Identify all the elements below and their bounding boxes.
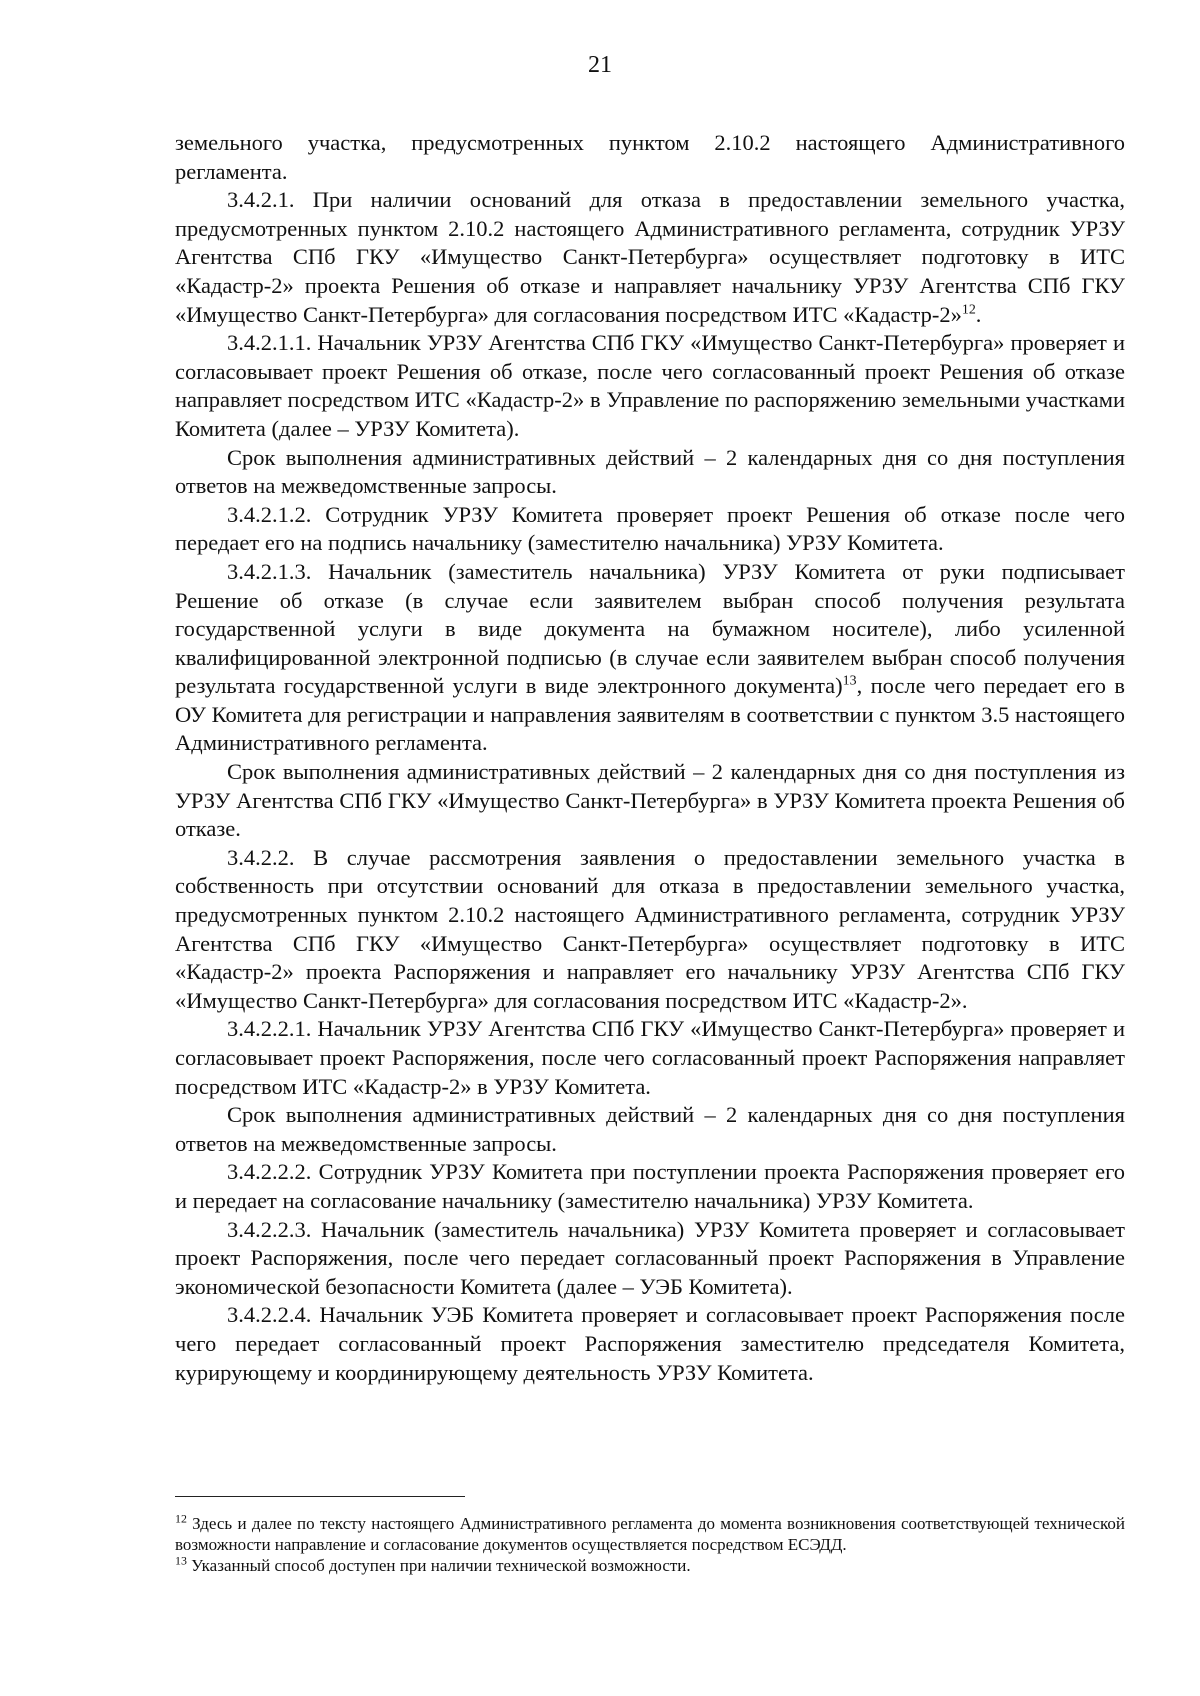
footnote-ref[interactable]: 13	[842, 673, 857, 689]
paragraph: 3.4.2.2.3. Начальник (заместитель начальника) УРЗУ Комитета проверяет и согласовывает проект Распоряжения, после чего передает согласованный проект Распоряжения в Управление экономической безопасности Комитета (далее – УЭБ Комитета).	[175, 1216, 1125, 1299]
paragraph: 3.4.2.1.2. Сотрудник УРЗУ Комитета проверяет проект Решения об отказе после чего передает его на подпись начальнику (заместителю начальника) УРЗУ Комитета.	[175, 501, 1125, 556]
paragraph: 3.4.2.2.4. Начальник УЭБ Комитета проверяет и согласовывает проект Распоряжения после чего передает согласованный проект Распоряжения заместителю председателя Комитета, курирующему и координирующему деятельность УРЗУ Комитета.	[175, 1302, 1125, 1385]
footnote-mark: 13	[175, 1553, 187, 1568]
footnote-divider	[175, 1496, 465, 1497]
paragraph: 3.4.2.1. При наличии оснований для отказа в предоставлении земельного участка, предусмотренных пунктом 2.10.2 настоящего Административного регламента, сотрудник УРЗУ Агентства СПб ГКУ «Имущество Санкт-Петербурга» осуществляет подготовку в ИТС «Кадастр-2» проекта Решения об отказе и направляет начальнику УРЗУ Агентства СПб ГКУ «Имущество Санкт-Петербурга» для согласования посредством ИТС «Кадастр-2»$^{12}$.	[175, 187, 1125, 327]
paragraph: 3.4.2.2.2. Сотрудник УРЗУ Комитета при поступлении проекта Распоряжения проверяет его и передает на согласование начальнику (заместителю начальника) УРЗУ Комитета.	[175, 1159, 1125, 1213]
paragraph: Срок выполнения административных действий – 2 календарных дня со дня поступления из УРЗУ Агентства СПб ГКУ «Имущество Санкт-Петербурга» в УРЗУ Комитета проекта Решения об отказе.	[175, 759, 1125, 842]
footnote-ref[interactable]: 12	[961, 302, 976, 318]
footnote-text: Указанный способ доступен при наличии технической возможности.	[186, 1556, 691, 1575]
footnote	[175, 1513, 1125, 1555]
footnotes	[175, 1513, 1125, 1576]
footnote-text: Здесь и далее по тексту настоящего Административного регламента до момента возникновения соответствующей технической возможности направление и согласование документов осуществляется посредством ЕСЭДД.	[175, 1514, 1125, 1554]
paragraph: Срок выполнения административных действий – 2 календарных дня со дня поступления ответов на межведомственные запросы.	[175, 444, 1125, 499]
paragraph: земельного участка, предусмотренных пунктом 2.10.2 настоящего Административного регламента.	[175, 130, 1125, 184]
paragraph: 3.4.2.2.1. Начальник УРЗУ Агентства СПб ГКУ «Имущество Санкт-Петербурга» проверяет и согласовывает проект Распоряжения, после чего согласованный проект Распоряжения направляет посредством ИТС «Кадастр-2» в УРЗУ Комитета.	[175, 1016, 1125, 1099]
paragraph: 3.4.2.2. В случае рассмотрения заявления о предоставлении земельного участка в собственность при отсутствии оснований для отказа в предоставлении земельного участка, предусмотренных пунктом 2.10.2 настоящего Административного регламента, сотрудник УРЗУ Агентства СПб ГКУ «Имущество Санкт-Петербурга» осуществляет подготовку в ИТС «Кадастр-2» проекта Распоряжения и направляет его начальнику УРЗУ Агентства СПб ГКУ «Имущество Санкт-Петербурга» для согласования посредством ИТС «Кадастр-2».	[175, 844, 1125, 1013]
page-number: 21	[588, 52, 612, 78]
paragraph: 3.4.2.1.1. Начальник УРЗУ Агентства СПб ГКУ «Имущество Санкт-Петербурга» проверяет и согласовывает проект Решения об отказе, после чего согласованный проект Решения об отказе направляет посредством ИТС «Кадастр-2» в Управление по распоряжению земельными участками Комитета (далее – УРЗУ Комитета).	[175, 330, 1125, 441]
footnote-mark: 12	[175, 1511, 187, 1526]
footnote	[175, 1555, 1125, 1576]
paragraph: 3.4.2.1.3. Начальник (заместитель начальника) УРЗУ Комитета от руки подписывает Решение об отказе (в случае если заявителем выбран способ получения результата государственной услуги в виде документа на бумажном носителе), либо усиленной квалифицированной электронной подписью (в случае если заявителем выбран способ получения результата государственной услуги в виде электронного документа)$^{13}$, после чего передает его в ОУ Комитета для регистрации и направления заявителям в соответствии с пунктом 3.5 настоящего Административного регламента.	[175, 558, 1125, 756]
document-body	[175, 129, 1125, 1387]
paragraph: Срок выполнения административных действий – 2 календарных дня со дня поступления ответов на межведомственные запросы.	[175, 1102, 1125, 1156]
